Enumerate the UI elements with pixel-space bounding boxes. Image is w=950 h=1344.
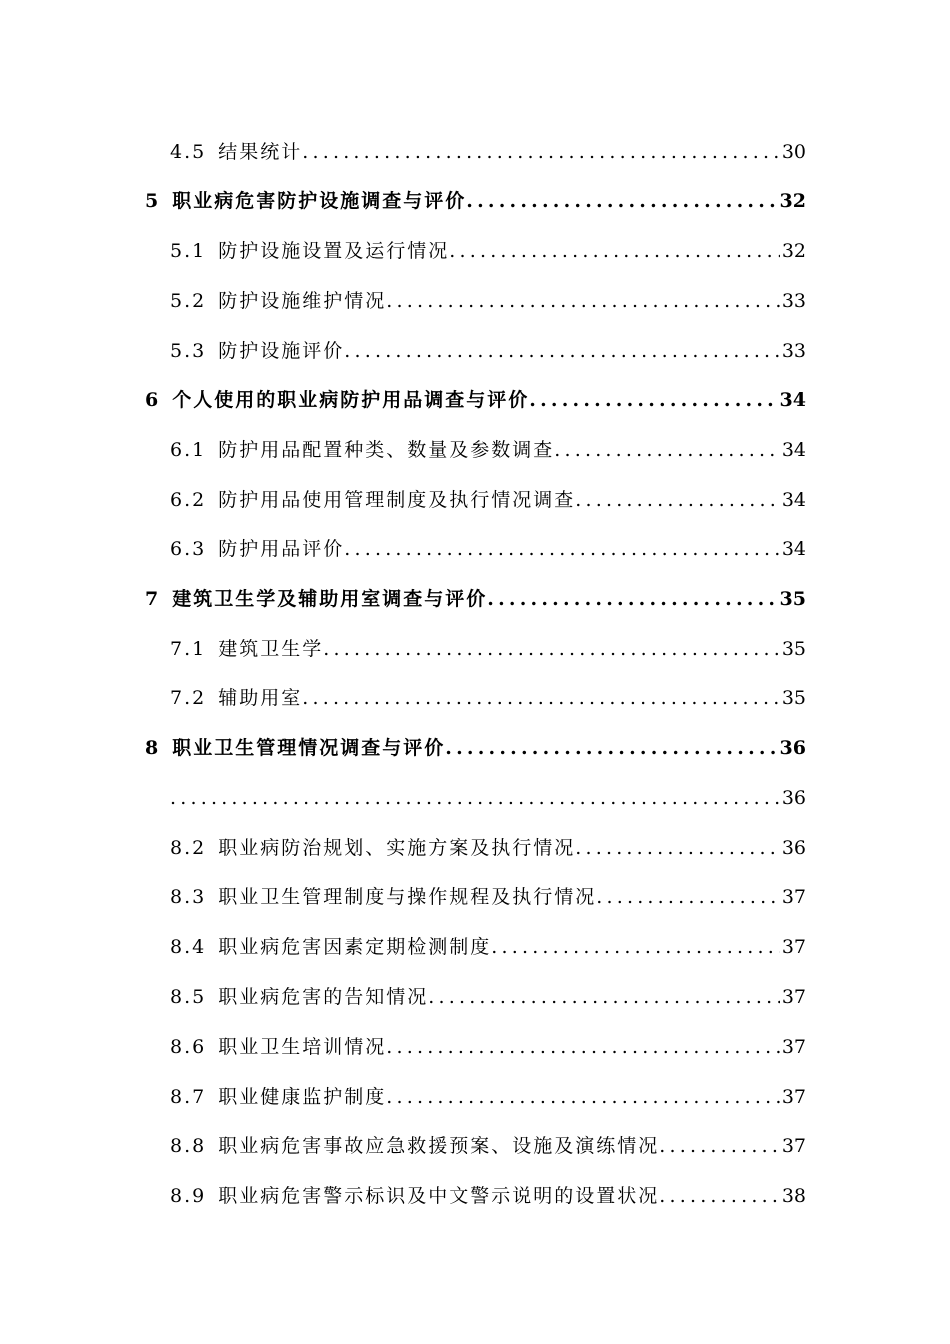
toc-entry-5-3[interactable] [170,338,806,364]
toc-entry-page: 37 [781,1086,806,1108]
dot-leader [170,785,780,811]
dot-leader [302,685,780,711]
toc-entry-title: 个人使用的职业病防护用品调查与评价 [172,389,530,411]
toc-entry-page: 34 [779,389,806,411]
toc-entry-page: 32 [779,190,806,212]
toc-entry-title: 职业病防治规划、实施方案及执行情况 [218,837,576,859]
dot-leader [449,238,780,264]
toc-entry-page: 36 [781,837,806,859]
toc-entry-7-2[interactable] [170,685,806,711]
toc-entry-number: 6.2 [170,489,207,511]
toc-entry-title: 职业卫生培训情况 [218,1036,387,1058]
toc-entry-number: 8.4 [170,936,207,958]
toc-entry-8-9[interactable] [170,1183,806,1209]
dot-leader [323,636,780,662]
toc-entry-page: 35 [781,687,806,709]
toc-entry-title: 防护设施维护情况 [218,290,387,312]
toc-entry-6[interactable] [145,387,806,413]
toc-entry-number: 4.5 [170,141,207,163]
toc-entry-title: 职业病危害事故应急救援预案、设施及演练情况 [218,1135,660,1157]
toc-entry-number: 5.2 [170,290,207,312]
dot-leader [428,984,780,1010]
toc-entry-title: 职业病危害防护设施调查与评价 [172,190,467,212]
dot-leader [487,586,777,612]
toc-entry-8-2[interactable] [170,835,806,861]
toc-entry-number: 8.7 [170,1086,207,1108]
dot-leader [445,735,777,761]
dot-leader [386,288,780,314]
toc-entry-number: 8.3 [170,886,207,908]
toc-entry-title: 职业病危害的告知情况 [218,986,429,1008]
toc-entry-page: 34 [781,439,806,461]
toc-entry-title: 建筑卫生学及辅助用室调查与评价 [172,588,488,610]
toc-entry-number: 7.1 [170,638,207,660]
dot-leader [659,1183,780,1209]
toc-entry-8-1-untitled[interactable] [170,785,806,811]
toc-entry-8-5[interactable] [170,984,806,1010]
toc-entry-7[interactable] [145,586,806,612]
toc-entry-number: 8 [145,737,161,759]
toc-entry-number: 8.6 [170,1036,207,1058]
toc-entry-8-4[interactable] [170,934,806,960]
toc-entry-number: 7.2 [170,687,207,709]
toc-entry-page: 37 [781,986,806,1008]
toc-entry-page: 35 [779,588,806,610]
toc-entry-title: 职业卫生管理情况调查与评价 [172,737,446,759]
toc-entry-6-3[interactable] [170,536,806,562]
toc-entry-8-3[interactable] [170,884,806,910]
toc-entry-page: 37 [781,1036,806,1058]
dot-leader [529,387,777,413]
dot-leader [575,487,780,513]
toc-entry-6-1[interactable] [170,437,806,463]
toc-entry-page: 36 [781,787,806,809]
toc-entry-title: 建筑卫生学 [218,638,324,660]
toc-entry-8[interactable] [145,735,806,761]
dot-leader [466,188,777,214]
toc-entry-title: 防护设施设置及运行情况 [218,240,450,262]
toc-entry-number: 5.3 [170,340,207,362]
toc-entry-page: 33 [781,290,806,312]
dot-leader [659,1133,780,1159]
toc-entry-number: 8.8 [170,1135,207,1157]
toc-entry-title: 防护用品使用管理制度及执行情况调查 [218,489,576,511]
dot-leader [491,934,780,960]
toc-entry-number: 5 [145,190,161,212]
dot-leader [344,338,780,364]
dot-leader [575,835,780,861]
toc-entry-7-1[interactable] [170,636,806,662]
toc-entry-title: 辅助用室 [218,687,303,709]
toc-entry-page: 37 [781,886,806,908]
toc-entry-number: 5.1 [170,240,207,262]
toc-entry-page: 37 [781,1135,806,1157]
toc-entry-title: 职业卫生管理制度与操作规程及执行情况 [218,886,597,908]
toc-entry-title: 职业健康监护制度 [218,1086,387,1108]
dot-leader [344,536,780,562]
dot-leader [386,1034,780,1060]
toc-entry-page: 32 [781,240,806,262]
toc-entry-title: 结果统计 [218,141,303,163]
toc-entry-page: 34 [781,538,806,560]
toc-entry-page: 30 [781,141,806,163]
toc-entry-number: 8.2 [170,837,207,859]
toc-entry-number: 6.1 [170,439,207,461]
toc-entry-8-6[interactable] [170,1034,806,1060]
toc-entry-8-7[interactable] [170,1084,806,1110]
dot-leader [596,884,780,910]
toc-entry-title: 防护用品评价 [218,538,345,560]
toc-entry-page: 36 [779,737,806,759]
toc-entry-5-1[interactable] [170,238,806,264]
toc-entry-title: 职业病危害因素定期检测制度 [218,936,492,958]
toc-entry-title: 防护用品配置种类、数量及参数调查 [218,439,555,461]
toc-entry-5-2[interactable] [170,288,806,314]
toc-entry-4-5[interactable] [170,139,806,165]
toc-entry-title: 职业病危害警示标识及中文警示说明的设置状况 [218,1185,660,1207]
toc-entry-number: 8.5 [170,986,207,1008]
dot-leader [554,437,780,463]
toc-entry-number: 6 [145,389,161,411]
toc-entry-page: 34 [781,489,806,511]
toc-entry-number: 8.9 [170,1185,207,1207]
dot-leader [386,1084,780,1110]
dot-leader [302,139,780,165]
toc-entry-number: 6.3 [170,538,207,560]
toc-entry-page: 35 [781,638,806,660]
toc-entry-title: 防护设施评价 [218,340,345,362]
toc-entry-page: 33 [781,340,806,362]
toc-entry-8-8[interactable] [170,1133,806,1159]
toc-entry-page: 38 [781,1185,806,1207]
toc-entry-6-2[interactable] [170,487,806,513]
toc-entry-5[interactable] [145,188,806,214]
toc-entry-number: 7 [145,588,161,610]
toc-entry-page: 37 [781,936,806,958]
